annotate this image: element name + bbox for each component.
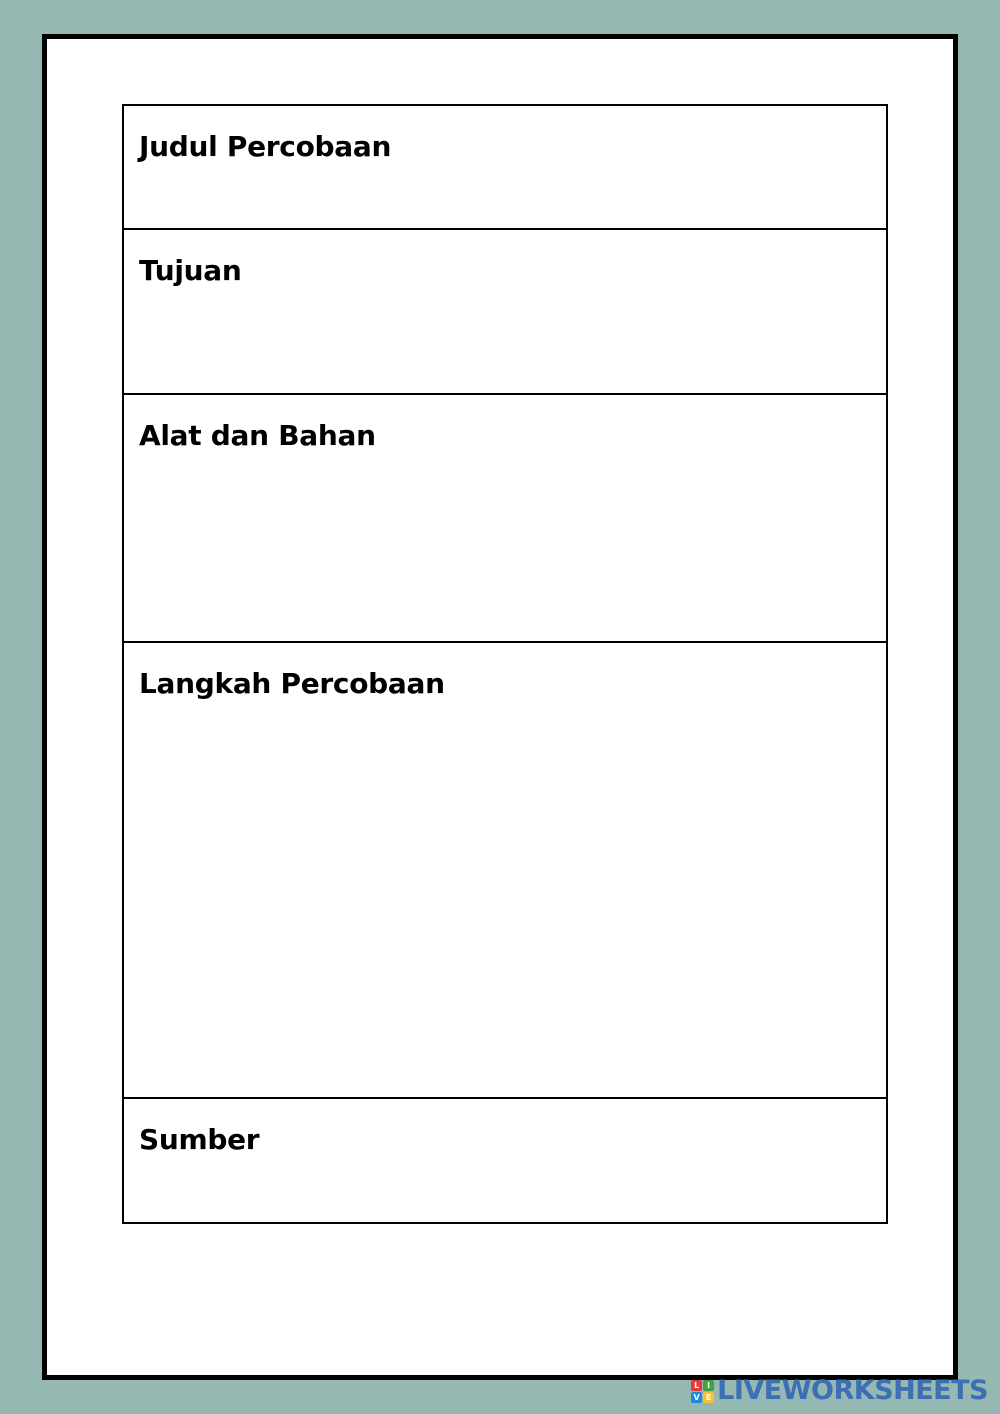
liveworksheets-logo-icon	[691, 1380, 714, 1403]
worksheet-page	[42, 34, 958, 1380]
logo-letter-v: V	[691, 1392, 702, 1403]
tools-materials-section	[124, 395, 886, 643]
logo-letter-e: E	[703, 1392, 714, 1403]
experiment-steps-label: Langkah Percobaan	[139, 667, 445, 700]
experiment-title-section	[124, 106, 886, 230]
liveworksheets-watermark	[691, 1376, 988, 1406]
logo-letter-l: L	[691, 1380, 702, 1391]
experiment-title-label: Judul Percobaan	[139, 130, 392, 163]
logo-letter-i: I	[703, 1380, 714, 1391]
purpose-section	[124, 230, 886, 395]
tools-materials-label: Alat dan Bahan	[139, 419, 376, 452]
experiment-form-table	[122, 104, 888, 1224]
liveworksheets-brand-text: LIVEWORKSHEETS	[717, 1375, 988, 1406]
source-label: Sumber	[139, 1123, 260, 1156]
purpose-label: Tujuan	[139, 254, 242, 287]
experiment-steps-section	[124, 643, 886, 1099]
source-section	[124, 1099, 886, 1222]
